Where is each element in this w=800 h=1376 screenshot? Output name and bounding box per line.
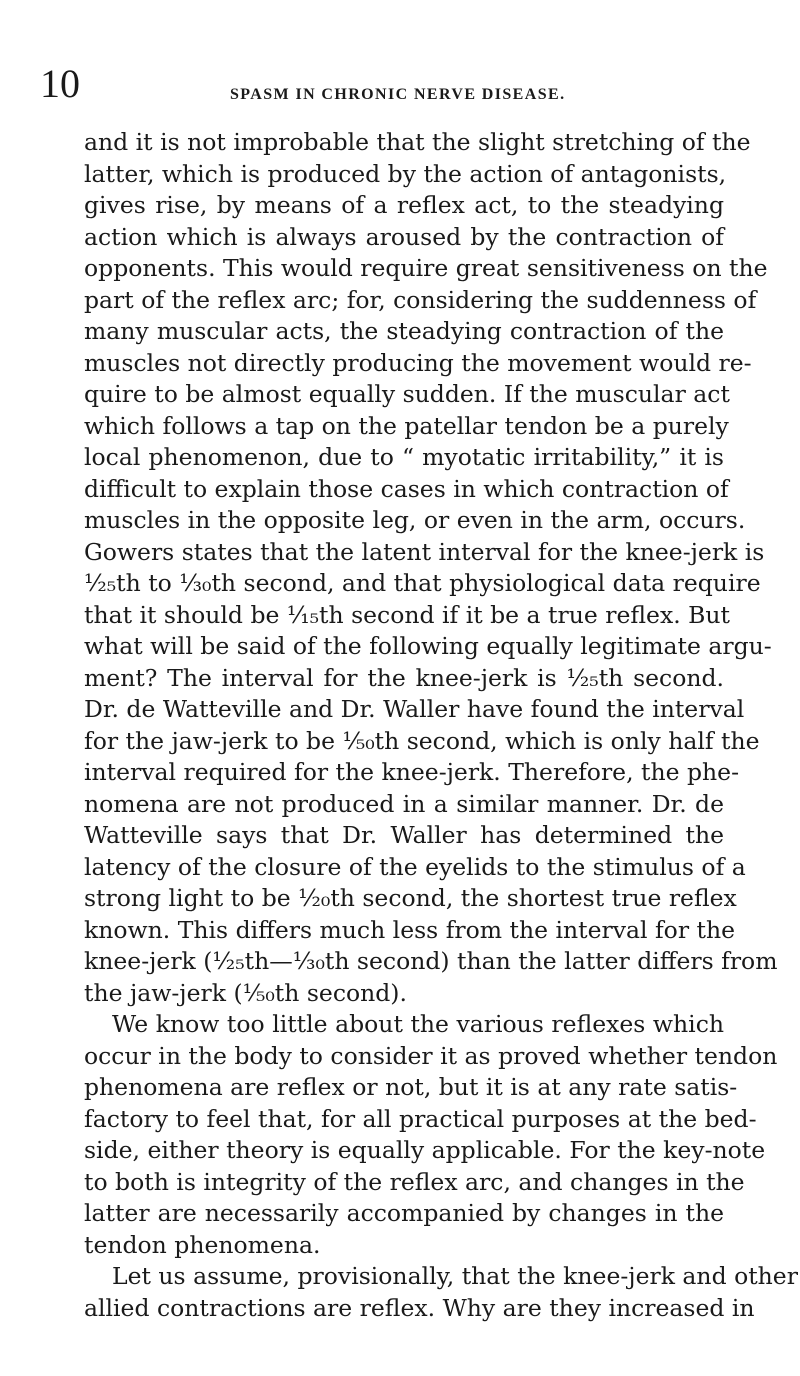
text-line: latter, which is produced by the action of antagonists, (84, 159, 727, 188)
text-line: latter are necessarily accompanied by changes in the (84, 1199, 724, 1227)
text-line: tendon phenomena. (84, 1230, 321, 1259)
text-line: to both is integrity of the reflex arc, and changes in the (84, 1167, 745, 1196)
text-line: latency of the closure of the eyelids to the stimulus of a (84, 852, 746, 881)
text-line: factory to feel that, for all practical purposes at the bed- (84, 1104, 757, 1133)
text-line: quire to be almost equally sudden. If the muscular act (84, 380, 730, 408)
text-line: muscles not directly producing the movement would re- (84, 348, 752, 377)
paragraph-2 (84, 1009, 778, 1261)
running-head: SPASM IN CHRONIC NERVE DISEASE. (230, 86, 566, 103)
text-line: which follows a tap on the patellar tendon be a purely (84, 411, 729, 440)
text-line: Dr. de Watteville and Dr. Waller have found the interval (84, 695, 745, 723)
text-line: and it is not improbable that the slight stretching of the (84, 128, 751, 156)
text-line: side, either theory is equally applicable. For the key-note (84, 1136, 766, 1164)
body-text (84, 127, 798, 1324)
paragraph-1 (84, 127, 778, 1009)
text-line: strong light to be ¹⁄₂₀th second, the shortest true reflex (84, 884, 737, 912)
text-line: the jaw-jerk (¹⁄₅₀th second). (84, 978, 407, 1007)
page-number: 10 (40, 61, 80, 106)
text-line: interval required for the knee-jerk. Therefore, the phe- (84, 758, 740, 786)
text-line: phenomena are reflex or not, but it is at any rate satis- (84, 1073, 738, 1101)
text-line: what will be said of the following equally legitimate argu- (84, 632, 772, 660)
text-line: action which is always aroused by the contraction of (84, 222, 724, 251)
text-line: many muscular acts, the steadying contraction of the (84, 317, 724, 345)
text-line: allied contractions are reflex. Why are they increased in (84, 1293, 755, 1322)
text-line: nomena are not produced in a similar manner. Dr. de (84, 789, 724, 818)
text-line: for the jaw-jerk to be ¹⁄₅₀th second, which is only half the (84, 726, 760, 755)
text-line: ment? The interval for the knee-jerk is ¹⁄₂₅th second. (84, 663, 724, 692)
text-line: known. This differs much less from the interval for the (84, 915, 736, 944)
text-line: gives rise, by means of a reflex act, to the steadying (84, 191, 724, 219)
text-line: ¹⁄₂₅th to ¹⁄₃₀th second, and that physiological data require (84, 569, 761, 597)
text-line: difficult to explain those cases in which contraction of (84, 474, 729, 503)
text-line: that it should be ¹⁄₁₅th second if it be a true reflex. But (84, 600, 730, 629)
text-line: occur in the body to consider it as proved whether tendon (84, 1041, 778, 1070)
page-header (40, 62, 760, 122)
text-line: part of the reflex arc; for, considering the suddenness of (84, 285, 757, 314)
text-line: opponents. This would require great sensitiveness on the (84, 254, 768, 282)
text-line: We know too little about the various reflexes which (112, 1010, 724, 1038)
text-line: knee-jerk (¹⁄₂₅th—¹⁄₃₀th second) than the latter differs from (84, 947, 778, 975)
text-line: Gowers states that the latent interval for the knee-jerk is (84, 537, 765, 566)
text-line: Watteville says that Dr. Waller has determined the (84, 821, 724, 849)
text-line: local phenomenon, due to “ myotatic irritability,” it is (84, 443, 724, 471)
paragraph-3 (84, 1261, 798, 1324)
text-line: muscles in the opposite leg, or even in the arm, occurs. (84, 506, 746, 534)
text-line: Let us assume, provisionally, that the knee-jerk and other (112, 1262, 798, 1290)
